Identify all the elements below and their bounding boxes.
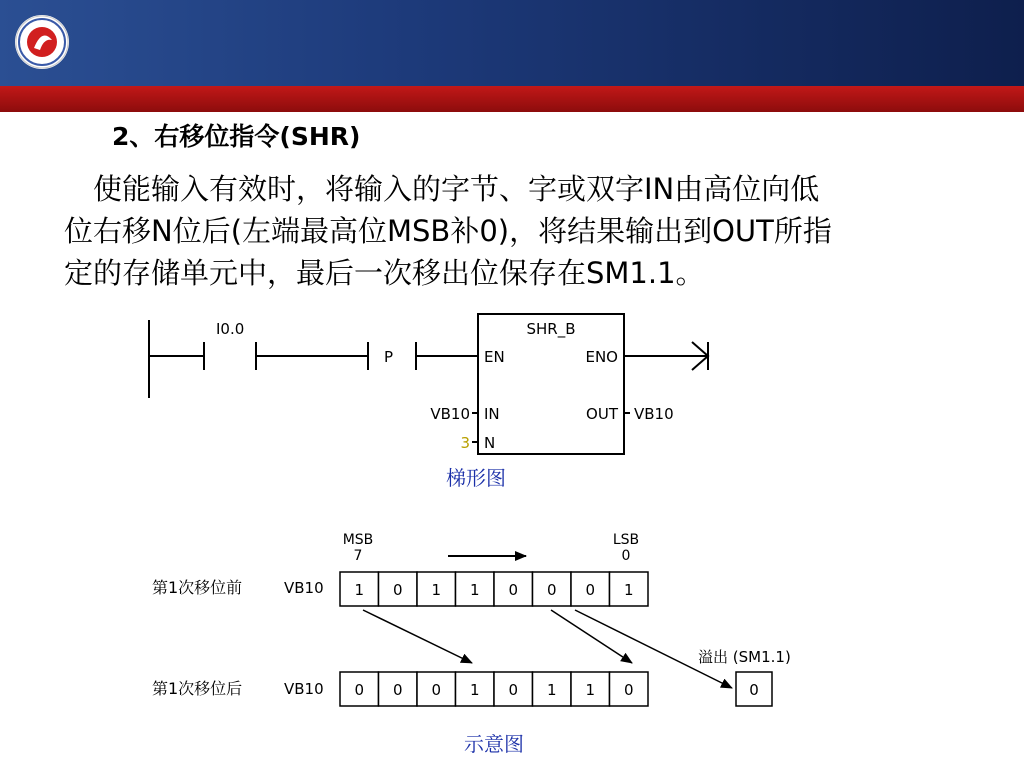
slide-header-red-stripe xyxy=(0,86,1024,112)
lsb-index: 0 xyxy=(621,548,631,564)
after-bit-value: 1 xyxy=(585,681,596,699)
before-bit-value: 0 xyxy=(585,581,596,599)
before-bit-value: 1 xyxy=(623,581,634,599)
diagram-caption: 示意图 xyxy=(464,732,524,756)
after-label: 第1次移位后 xyxy=(152,679,243,698)
before-bit-value: 0 xyxy=(392,581,403,599)
out-pin-label: OUT xyxy=(586,405,618,423)
ladder-diagram xyxy=(140,310,720,460)
after-bit-value: 1 xyxy=(469,681,480,699)
after-register: VB10 xyxy=(284,680,324,698)
shift-arrow-1 xyxy=(363,610,472,663)
in-pin-label: IN xyxy=(484,405,500,423)
before-bit-value: 0 xyxy=(546,581,557,599)
overflow-bit: 0 xyxy=(749,681,759,699)
section-title: 2、右移位指令(SHR) xyxy=(112,122,361,151)
out-operand: VB10 xyxy=(634,405,674,423)
n-operand: 3 xyxy=(460,434,470,452)
before-bit-row xyxy=(340,572,648,606)
before-register: VB10 xyxy=(284,579,324,597)
description-paragraph xyxy=(64,168,974,294)
after-bit-value: 0 xyxy=(623,681,634,699)
slide-header-bar xyxy=(0,0,1024,86)
eno-pin-label: ENO xyxy=(585,348,618,366)
shift-diagram xyxy=(140,526,830,716)
paragraph-line-1: 使能输入有效时，将输入的字节、字或双字IN由高位向低 xyxy=(64,172,820,206)
msb-index: 7 xyxy=(353,548,363,564)
after-bit-value: 0 xyxy=(508,681,519,699)
in-operand: VB10 xyxy=(430,405,470,423)
after-bit-value: 0 xyxy=(354,681,365,699)
msb-label: MSB xyxy=(342,532,374,548)
after-bit-row xyxy=(340,672,648,706)
contact-label: I0.0 xyxy=(216,320,245,338)
n-pin-label: N xyxy=(484,434,496,452)
after-bit-value: 1 xyxy=(546,681,557,699)
before-bit-value: 1 xyxy=(354,581,365,599)
university-logo-icon xyxy=(14,14,70,70)
before-bit-value: 1 xyxy=(469,581,480,599)
before-bit-value: 0 xyxy=(508,581,519,599)
after-bit-value: 0 xyxy=(392,681,403,699)
lsb-label: LSB xyxy=(612,532,640,548)
paragraph-line-3: 定的存储单元中，最后一次移出位保存在SM1.1。 xyxy=(64,256,705,290)
before-bit-value: 1 xyxy=(431,581,442,599)
paragraph-line-2: 位右移N位后(左端最高位MSB补0)，将结果输出到OUT所指 xyxy=(64,214,832,248)
block-title: SHR_B xyxy=(526,320,576,338)
ladder-caption: 梯形图 xyxy=(446,466,506,490)
en-pin-label: EN xyxy=(484,348,505,366)
p-label: P xyxy=(384,348,394,366)
overflow-label: 溢出 (SM1.1) xyxy=(698,648,791,666)
after-bit-value: 0 xyxy=(431,681,442,699)
before-label: 第1次移位前 xyxy=(152,578,243,597)
